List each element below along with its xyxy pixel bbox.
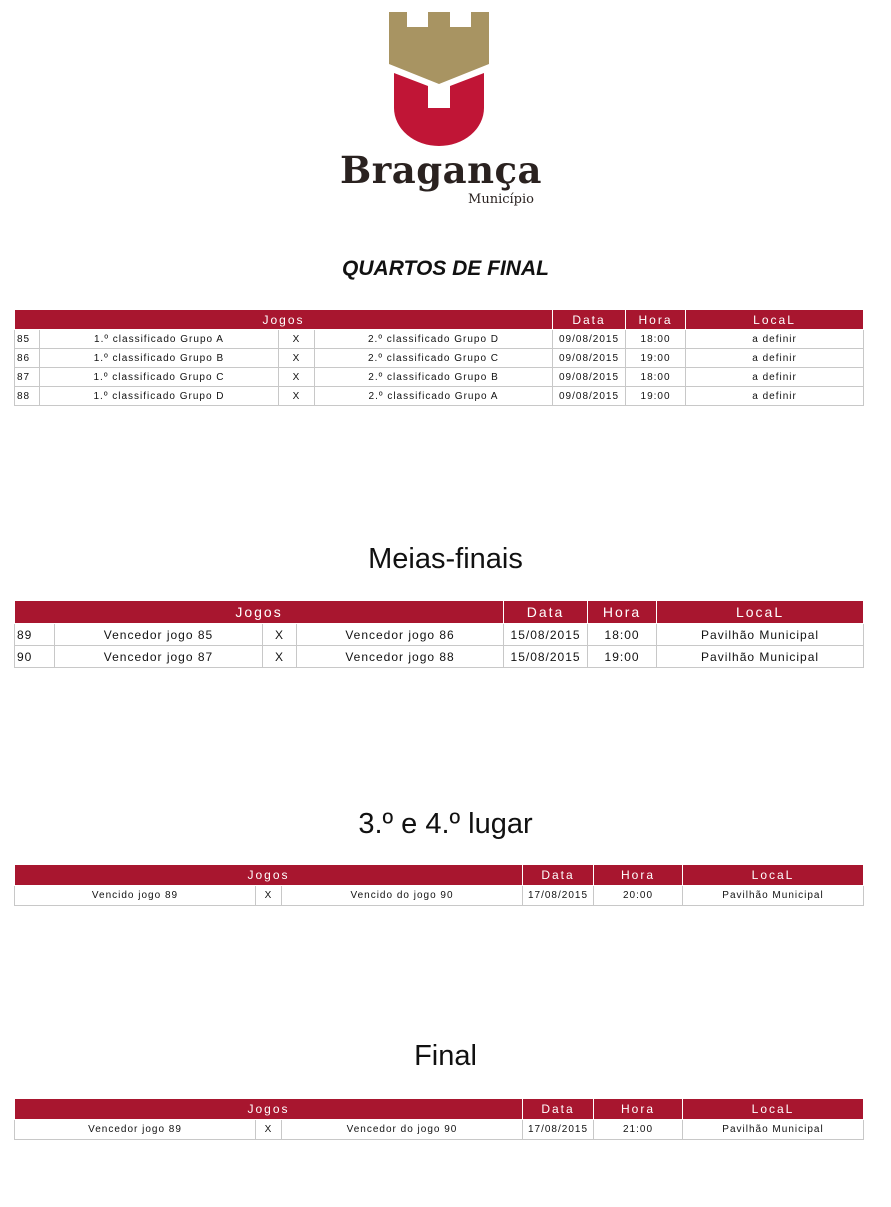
- game-time: 19:00: [626, 387, 686, 406]
- header-local: LocaL: [683, 865, 864, 886]
- versus-mark: X: [279, 368, 315, 387]
- table-header-row: [15, 865, 864, 886]
- game-place: a definir: [686, 349, 864, 368]
- header-hora: Hora: [594, 865, 683, 886]
- game-place: a definir: [686, 330, 864, 349]
- game-date: 09/08/2015: [553, 387, 626, 406]
- game-place: Pavilhão Municipal: [657, 646, 864, 668]
- table-row: [15, 624, 864, 646]
- header-jogos: Jogos: [15, 865, 523, 886]
- schedule-table-final: [14, 1098, 864, 1140]
- header-data: Data: [523, 865, 594, 886]
- table-row: [15, 387, 864, 406]
- game-number: 87: [15, 368, 40, 387]
- game-date: 09/08/2015: [553, 330, 626, 349]
- header-jogos: Jogos: [15, 1099, 523, 1120]
- game-time: 21:00: [594, 1120, 683, 1140]
- away-team: 2.º classificado Grupo A: [315, 387, 553, 406]
- table-row: [15, 1120, 864, 1140]
- table-row: [15, 646, 864, 668]
- game-number: 88: [15, 387, 40, 406]
- header-hora: Hora: [588, 601, 657, 624]
- home-team: Vencido jogo 89: [15, 886, 256, 906]
- game-date: 17/08/2015: [523, 1120, 594, 1140]
- section-title-final: Final: [414, 1040, 477, 1072]
- versus-mark: X: [279, 349, 315, 368]
- home-team: 1.º classificado Grupo B: [40, 349, 279, 368]
- brand-name: Bragança: [340, 148, 542, 192]
- away-team: 2.º classificado Grupo C: [315, 349, 553, 368]
- home-team: Vencedor jogo 87: [55, 646, 263, 668]
- table-header-row: [15, 601, 864, 624]
- away-team: Vencido do jogo 90: [282, 886, 523, 906]
- game-date: 17/08/2015: [523, 886, 594, 906]
- game-place: Pavilhão Municipal: [657, 624, 864, 646]
- home-team: 1.º classificado Grupo A: [40, 330, 279, 349]
- schedule-table-meias: [14, 600, 864, 668]
- schedule-table-quartos: [14, 309, 864, 406]
- header-local: LocaL: [657, 601, 864, 624]
- table-row: [15, 330, 864, 349]
- table-row: [15, 368, 864, 387]
- header-hora: Hora: [594, 1099, 683, 1120]
- game-time: 18:00: [626, 330, 686, 349]
- game-time: 20:00: [594, 886, 683, 906]
- game-date: 09/08/2015: [553, 368, 626, 387]
- schedule-table-terceiro: [14, 864, 864, 906]
- game-time: 19:00: [626, 349, 686, 368]
- table-row: [15, 349, 864, 368]
- table-header-row: [15, 1099, 864, 1120]
- versus-mark: X: [256, 886, 282, 906]
- game-number: 86: [15, 349, 40, 368]
- section-title-quartos: QUARTOS DE FINAL: [342, 257, 549, 280]
- municipality-logo: [340, 12, 542, 207]
- game-place: a definir: [686, 387, 864, 406]
- header-local: LocaL: [683, 1099, 864, 1120]
- game-date: 09/08/2015: [553, 349, 626, 368]
- versus-mark: X: [279, 387, 315, 406]
- header-data: Data: [523, 1099, 594, 1120]
- home-team: Vencedor jogo 85: [55, 624, 263, 646]
- game-place: Pavilhão Municipal: [683, 886, 864, 906]
- away-team: Vencedor jogo 88: [297, 646, 504, 668]
- game-time: 18:00: [588, 624, 657, 646]
- away-team: Vencedor do jogo 90: [282, 1120, 523, 1140]
- header-jogos: Jogos: [15, 601, 504, 624]
- away-team: 2.º classificado Grupo D: [315, 330, 553, 349]
- header-jogos: Jogos: [15, 310, 553, 330]
- game-date: 15/08/2015: [504, 646, 588, 668]
- header-local: LocaL: [686, 310, 864, 330]
- game-number: 85: [15, 330, 40, 349]
- header-data: Data: [553, 310, 626, 330]
- section-title-terceiro: 3.º e 4.º lugar: [358, 808, 533, 840]
- versus-mark: X: [263, 624, 297, 646]
- game-place: a definir: [686, 368, 864, 387]
- header-data: Data: [504, 601, 588, 624]
- game-number: 90: [15, 646, 55, 668]
- table-row: [15, 886, 864, 906]
- game-number: 89: [15, 624, 55, 646]
- table-header-row: [15, 310, 864, 330]
- away-team: Vencedor jogo 86: [297, 624, 504, 646]
- brand-subtitle: Município: [468, 192, 534, 207]
- home-team: 1.º classificado Grupo D: [40, 387, 279, 406]
- game-date: 15/08/2015: [504, 624, 588, 646]
- home-team: Vencedor jogo 89: [15, 1120, 256, 1140]
- versus-mark: X: [279, 330, 315, 349]
- header-hora: Hora: [626, 310, 686, 330]
- castle-tower-icon: [340, 12, 540, 152]
- game-time: 18:00: [626, 368, 686, 387]
- home-team: 1.º classificado Grupo C: [40, 368, 279, 387]
- game-place: Pavilhão Municipal: [683, 1120, 864, 1140]
- section-title-meias: Meias-finais: [368, 543, 523, 575]
- versus-mark: X: [263, 646, 297, 668]
- away-team: 2.º classificado Grupo B: [315, 368, 553, 387]
- versus-mark: X: [256, 1120, 282, 1140]
- game-time: 19:00: [588, 646, 657, 668]
